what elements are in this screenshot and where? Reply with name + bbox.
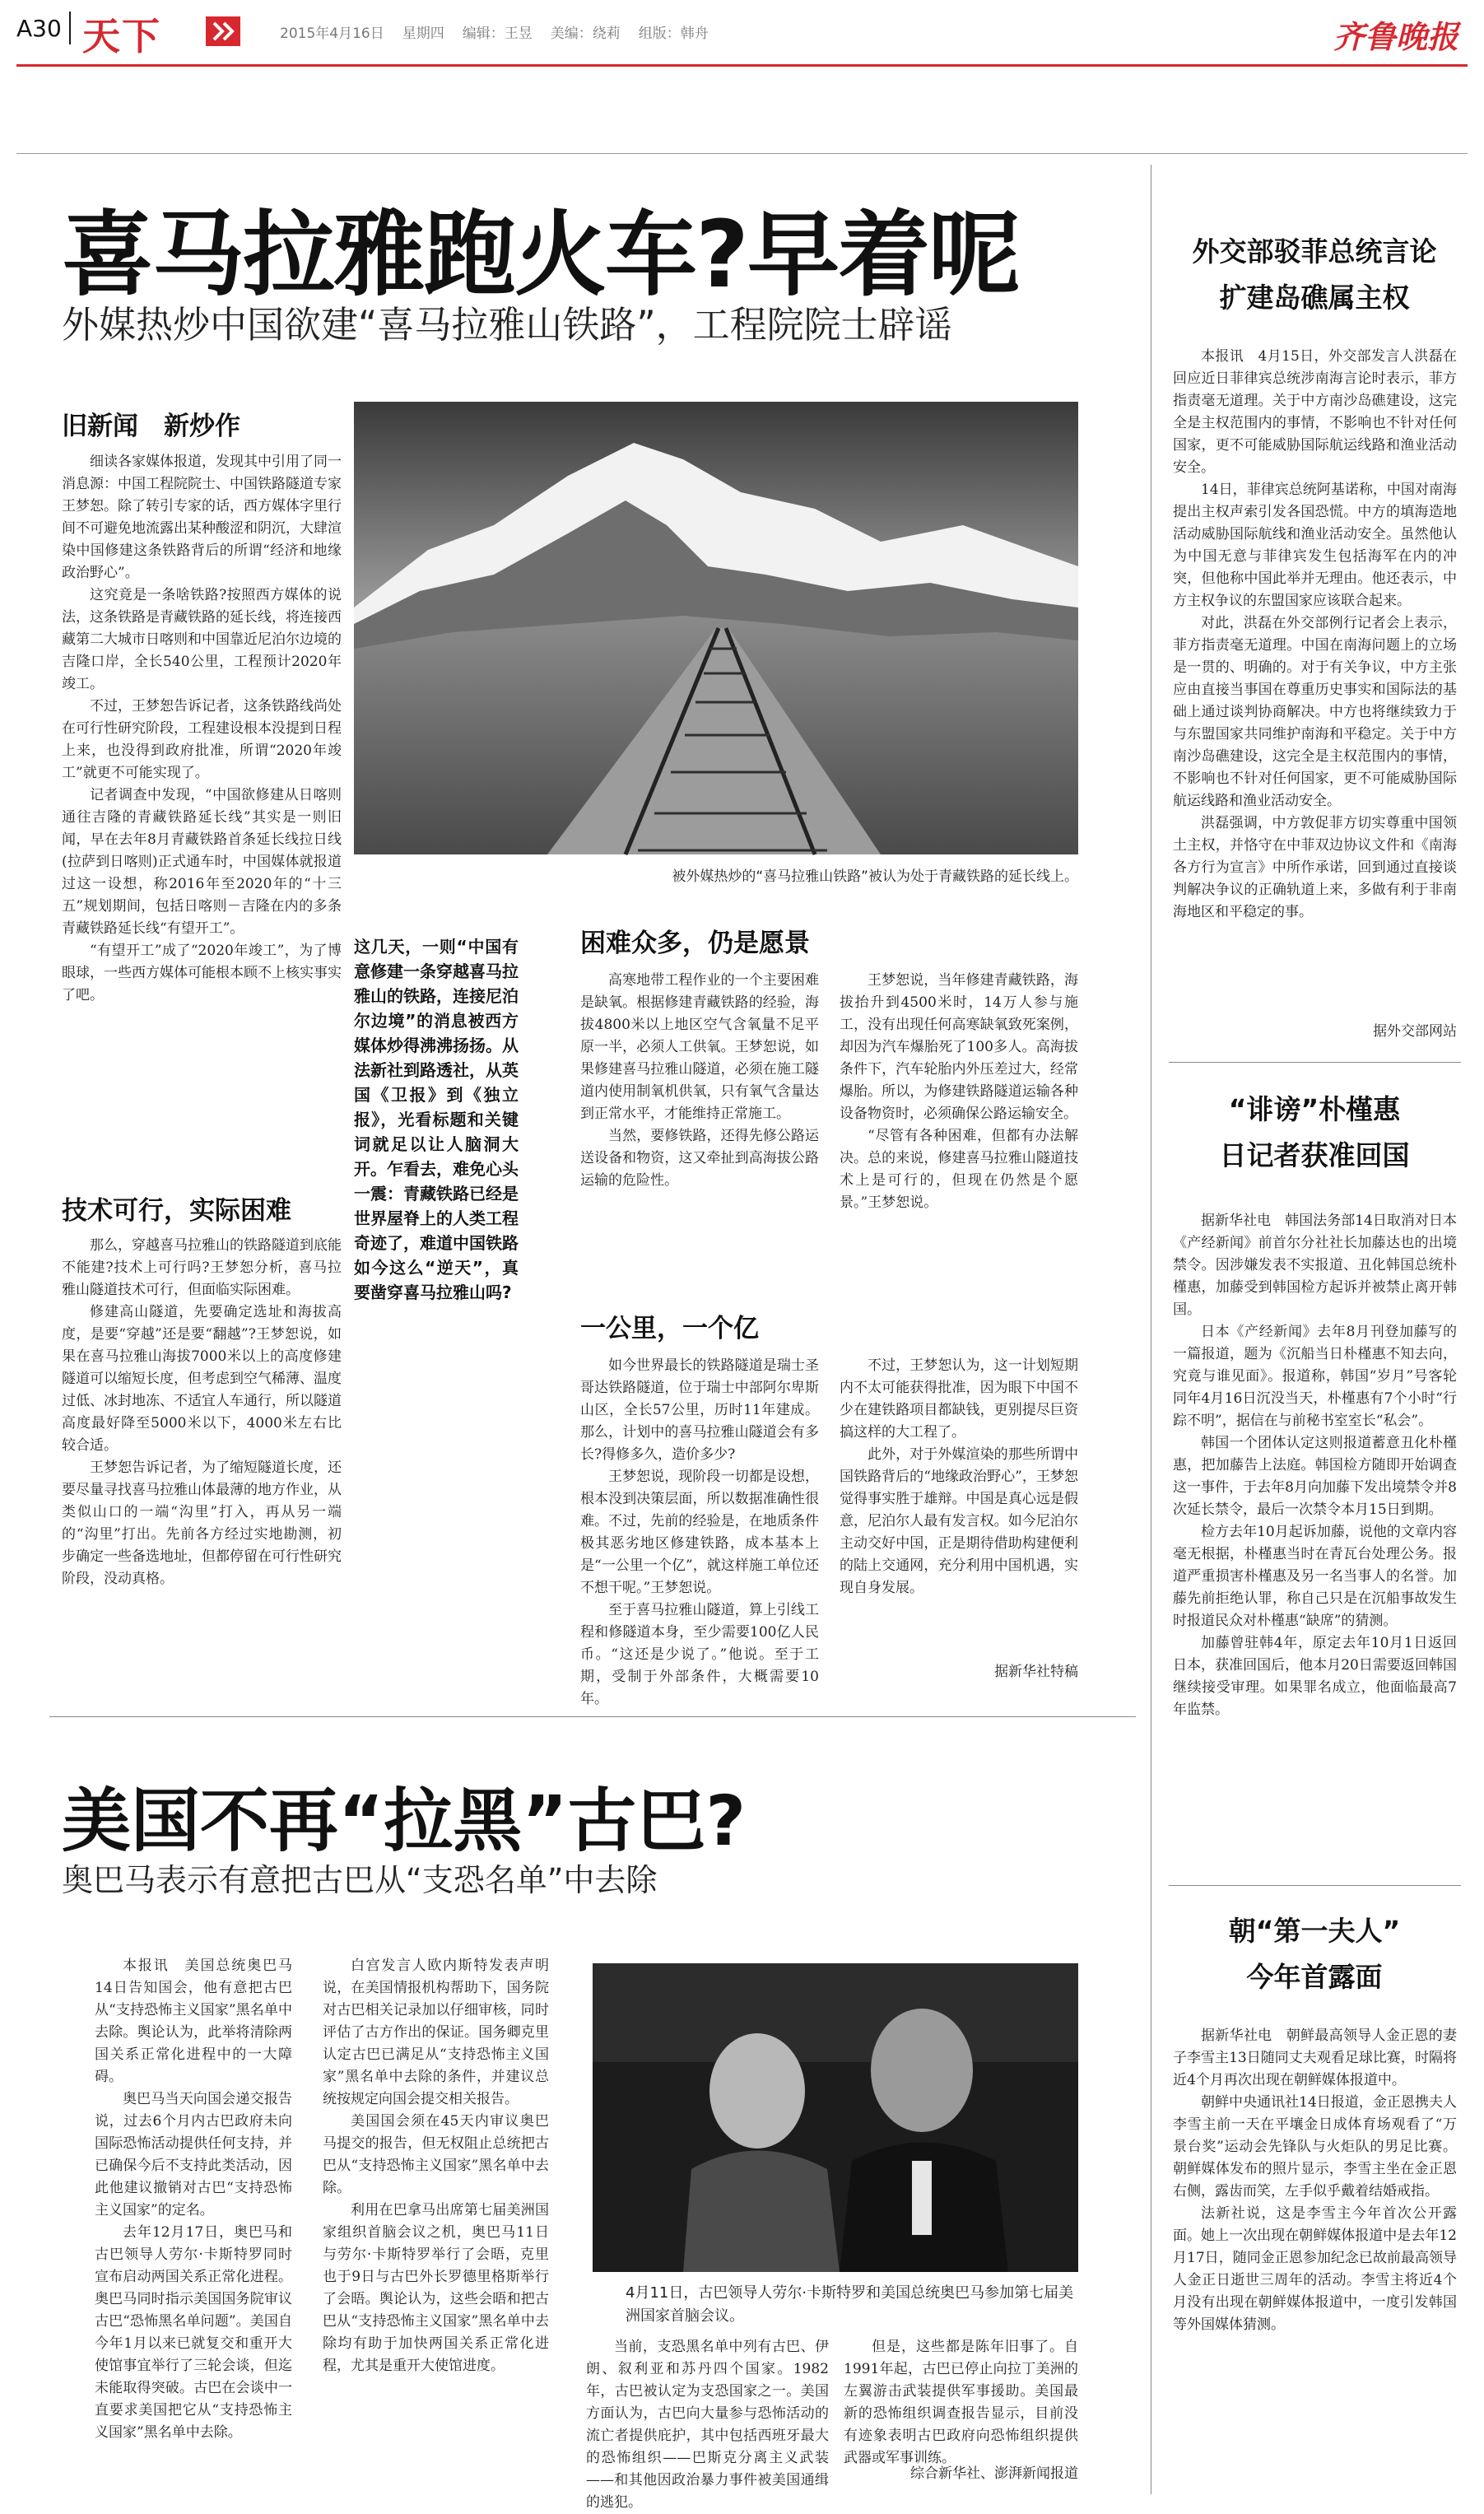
paragraph: 修建高山隧道，先要确定选址和海拔高度，是要“穿越”还是要“翻越”?王梦恕说，如果在喜马拉雅山海拔7000米以上的高度修建隧道可以缩短长度，但考虑到空气稀薄、温度过低、冰封地冻、不适宜人车通行，所以隧道高度最好降至5000米以下，4000米左右比较合适。 bbox=[62, 1304, 342, 1454]
cuba-headline: 美国不再“拉黑”古巴? bbox=[62, 1781, 747, 1861]
section-body-difficulties-col1 bbox=[580, 970, 819, 1299]
paragraph: 14日，菲律宾总统阿基诺称，中国对南海提出主权声索引发各国恐慌。中方的填海造地活动威胁国际航线和渔业活动安全。虽然他认为中国无意与菲律宾发生包括海军在内的冲突，但他称中国此举并无理由。他还表示，中方主权争议的东盟国家应该联合起来。 bbox=[1173, 482, 1457, 609]
paragraph: 这究竟是一条啥铁路?按照西方媒体的说法，这条铁路是青藏铁路的延长线，将连接西藏第二大城市日喀则和中国靠近尼泊尔边境的吉隆口岸，全长540公里，工程预计2020年竣工。 bbox=[62, 587, 342, 692]
issue-editor: 编辑：王昱 bbox=[462, 26, 533, 42]
issue-weekday: 星期四 bbox=[402, 26, 444, 42]
cuba-body-col3 bbox=[586, 2336, 829, 2511]
paragraph: 本报讯 4月15日，外交部发言人洪磊在回应近日菲律宾总统涉南海言论时表示，菲方指责毫无道理。关于中方南沙岛礁建设，这完全是主权范围内的事情，不影响也不针对任何国家，更不可能威胁国际航运线路和渔业活动安全。 bbox=[1173, 348, 1457, 476]
header-rule-thin bbox=[16, 153, 1468, 154]
cuba-subheadline: 奥巴马表示有意把古巴从“支恐名单”中去除 bbox=[62, 1862, 658, 1898]
paragraph: 日本《产经新闻》去年8月刊登加藤写的一篇报道，题为《沉船当日朴槿惠不知去向，究竟与谁见面》。报道称，韩国“岁月”号客轮同年4月16日沉没当天，朴槿惠有7个小时“行踪不明”，据信在与前秘书室室长“私会”。 bbox=[1173, 1324, 1457, 1429]
section-body-cost-col1 bbox=[580, 1355, 819, 1707]
paragraph: 据新华社电 韩国法务部14日取消对日本《产经新闻》前首尔分社社长加藤达也的出境禁令。因涉嫌发表不实报道、丑化韩国总统朴槿惠，加藤受到韩国检方起诉并被禁止离开韩国。 bbox=[1173, 1213, 1457, 1318]
section-body-tech bbox=[62, 1235, 342, 1704]
cuba-photo-leaders bbox=[593, 1963, 1078, 2272]
cuba-credit: 综合新华社、澎湃新闻报道 bbox=[910, 2465, 1078, 2482]
paragraph: 朝鲜中央通讯社14日报道，金正恩携夫人李雪主前一天在平壤金日成体育场观看了“万景台奖”运动会先锋队与火炬队的男足比赛。朝鲜媒体发布的照片显示，李雪主坐在金正恩右侧，露齿而笑，左手似乎戴着结婚戒指。 bbox=[1173, 2094, 1457, 2200]
header-divider-vertical bbox=[69, 12, 71, 44]
sidebar-story-1-body bbox=[1173, 346, 1457, 1017]
section-heading-difficulties: 困难众多，仍是愿景 bbox=[580, 929, 810, 958]
lead-subheadline: 外媒热炒中国欲建“喜马拉雅山铁路”，工程院院士辟谣 bbox=[62, 303, 952, 347]
title-line: 扩建岛礁属主权 bbox=[1219, 282, 1410, 314]
story-divider bbox=[49, 1716, 1136, 1717]
sidebar-divider-2 bbox=[1169, 1885, 1461, 1886]
paragraph: 据新华社电 朝鲜最高领导人金正恩的妻子李雪主13日随同丈夫观看足球比赛，时隔将近4个月再次出现在朝鲜媒体报道中。 bbox=[1173, 2027, 1457, 2088]
issue-date: 2015年4月16日 bbox=[280, 26, 384, 42]
page-number: A30 bbox=[16, 15, 62, 42]
title-line: 日记者获准回国 bbox=[1219, 1139, 1410, 1171]
section-name: 天下 bbox=[82, 14, 161, 58]
title-line: “诽谤”朴槿惠 bbox=[1228, 1093, 1401, 1125]
paragraph: 美国国会须在45天内审议奥巴马提交的报告，但无权阻止总统把古巴从“支持恐怖主义国家”黑名单中去除。 bbox=[323, 2113, 549, 2196]
paragraph: 王梦恕说，现阶段一切都是设想，根本没到决策层面，所以数据准确性很难。不过，先前的经验是，在地质条件极其恶劣地区修建铁路，成本基本上是“一公里一个亿”，就这样施工单位还不想干呢。”王梦恕说。 bbox=[580, 1469, 819, 1596]
sidebar-story-3-title bbox=[1162, 1908, 1467, 2000]
section-heading-cost: 一公里，一个亿 bbox=[580, 1314, 759, 1343]
title-line: 外交部驳菲总统言论 bbox=[1192, 235, 1437, 268]
header-rule bbox=[16, 64, 1468, 67]
paragraph: 法新社说，这是李雪主今年首次公开露面。她上一次出现在朝鲜媒体报道中是去年12月17日，随同金正恩参加纪念已故前最高领导人金正日逝世三周年的活动。李雪主将近4个月没有出现在朝鲜媒体报道中，一度引发韩国等外国媒体猜测。 bbox=[1173, 2205, 1457, 2333]
paragraph: 洪磊强调，中方敦促菲方切实尊重中国领土主权，并恪守在中菲双边协议文件和《南海各方行为宣言》中所作承诺，回到通过直接谈判解决争议的正确轨道上来，多做有利于非南海地区和平稳定的事。 bbox=[1173, 815, 1457, 920]
cuba-body-col2 bbox=[323, 1955, 549, 2490]
paragraph: 如今世界最长的铁路隧道是瑞士圣哥达铁路隧道，位于瑞士中部阿尔卑斯山区，全长57公里，历时11年建成。那么，计划中的喜马拉雅山隧道会有多长?得修多久，造价多少? bbox=[580, 1357, 819, 1463]
sidebar-story-1-credit: 据外交部网站 bbox=[1373, 1023, 1457, 1040]
paragraph: 王梦恕告诉记者，为了缩短隧道长度，还要尽量寻找喜马拉雅山体最薄的地方作业，从类似山口的一端“沟里”打入，再从另一端的“沟里”打出。先前各方经过实地勘测，初步确定一些备选地址，但都停留在可行性研究阶段，没动真格。 bbox=[62, 1460, 342, 1587]
paragraph: 不过，王梦恕告诉记者，这条铁路线尚处在可行性研究阶段，工程建设根本没提到日程上来，也没得到政府批准，所谓“2020年竣工”就更不可能实现了。 bbox=[62, 698, 342, 781]
paragraph: 王梦恕说，当年修建青藏铁路，海拔抬升到4500米时，14万人参与施工，没有出现任何高寒缺氧致死案例，却因为汽车爆胎死了100多人。高海拔条件下，汽车轮胎内外压差过大，经常爆胎。所以，为修建铁路隧道运输各种设备物资时，必须确保公路运输安全。 bbox=[840, 972, 1078, 1122]
paragraph: 利用在巴拿马出席第七届美洲国家组织首脑会议之机，奥巴马11日与劳尔·卡斯特罗举行了会晤，克里也于9日与古巴外长罗德里格斯举行了会晤。舆论认为，这些会晤和把古巴从“支持恐怖主义国家”黑名单中去除均有助于加快两国关系正常化进程，尤其是重开大使馆进度。 bbox=[323, 2202, 549, 2374]
cuba-photo-caption: 4月11日，古巴领导人劳尔·卡斯特罗和美国总统奥巴马参加第七届美洲国家首脑会议。 bbox=[626, 2284, 1074, 2325]
paragraph: 加藤曾驻韩4年，原定去年10月1日返回日本，获准回国后，他本月20日需要返回韩国继续接受审理。如果罪名成立，他面临最高7年监禁。 bbox=[1173, 1635, 1457, 1718]
sidebar-story-1-title bbox=[1162, 229, 1467, 321]
paragraph: 当前，支恐黑名单中列有古巴、伊朗、叙利亚和苏丹四个国家。1982年，古巴被认定为支恐国家之一。美国方面认为，古巴向大量参与恐怖活动的流亡者提供庇护，其中包括西班牙最大的恐怖组织——巴斯克分离主义武装——和其他因政治暴力事件被美国通缉的逃犯。 bbox=[586, 2339, 829, 2511]
paragraph: 那么，穿越喜马拉雅山的铁路隧道到底能不能建?技术上可行吗?王梦恕分析，喜马拉雅山隧道技术可行，但面临实际困难。 bbox=[62, 1237, 342, 1298]
masthead-logo: 齐鲁晚报 bbox=[1333, 18, 1459, 55]
paragraph: 检方去年10月起诉加藤，说他的文章内容毫无根据，朴槿惠当时在青瓦台处理公务。报道严重损害朴槿惠及另一名当事人的名誉。加藤先前拒绝认罪，称自己只是在沉船事故发生时报道民众对朴槿惠“缺席”的猜测。 bbox=[1173, 1524, 1457, 1629]
title-line: 今年首露面 bbox=[1246, 1961, 1383, 1993]
lead-intro: 这几天，一则“中国有意修建一条穿越喜马拉雅山的铁路，连接尼泊尔边境”的消息被西方媒体炒得沸沸扬扬。从法新社到路透社，从英国《卫报》到《独立报》，光看标题和关键词就足以让人脑洞大开。乍看去，难免心头一震：青藏铁路已经是世界屋脊上的人类工程奇迹了，难道中国铁路如今这么“逆天”，真要凿穿喜马拉雅山吗? bbox=[354, 937, 519, 1302]
cuba-body-col1 bbox=[95, 1955, 292, 2490]
section-heading-old-news: 旧新闻 新炒作 bbox=[62, 412, 240, 441]
paragraph: 白宫发言人欧内斯特发表声明说，在美国情报机构帮助下，国务院对古巴相关记录加以仔细审核，同时评估了古方作出的保证。国务卿克里认定古巴已满足从“支持恐怖主义国家”黑名单中去除的条件，并建议总统按规定向国会提交相关报告。 bbox=[323, 1958, 549, 2107]
lead-credit: 据新华社特稿 bbox=[994, 1664, 1078, 1680]
paragraph: 韩国一个团体认定这则报道蓄意丑化朴槿惠，把加藤告上法庭。韩国检方随即开始调查这一事件，于去年8月向加藤下发出境禁令并8次延长禁令，最后一次禁令本月15日到期。 bbox=[1173, 1435, 1457, 1518]
paragraph: 但是，这些都是陈年旧事了。自1991年起，古巴已停止向拉丁美洲的左翼游击武装提供军事援助。美国最新的恐怖组织调查报告显示，目前没有迹象表明古巴政府向恐怖组织提供武器或军事训练。 bbox=[844, 2339, 1078, 2466]
paragraph: 奥巴马当天向国会递交报告说，过去6个月内古巴政府未向国际恐怖活动提供任何支持，并已确保今后不支持此类活动，因此他建议撤销对古巴“支持恐怖主义国家”的定名。 bbox=[95, 2091, 292, 2218]
paragraph: 细读各家媒体报道，发现其中引用了同一消息源：中国工程院院士、中国铁路隧道专家王梦恕。除了转引专家的话，西方媒体字里行间不可避免地流露出某种酸涩和阴沉，大肆渲染中国修建这条铁路背后的所谓“经济和地缘政治野心”。 bbox=[62, 454, 342, 581]
issue-layout: 组版：韩舟 bbox=[638, 26, 709, 42]
paragraph: 不过，王梦恕认为，这一计划短期内不太可能获得批准，因为眼下中国不少在建铁路项目都缺钱，更别提尽巨资搞这样的大工程了。 bbox=[840, 1357, 1078, 1441]
paragraph: 至于喜马拉雅山隧道，算上引线工程和修隧道本身，至少需要100亿人民币。“这还是少说了。”他说。至于工期，受制于外部条件，大概需要10年。 bbox=[580, 1602, 819, 1707]
paragraph: 当然，要修铁路，还得先修公路运送设备和物资，这又牵扯到高海拔公路运输的危险性。 bbox=[580, 1128, 819, 1189]
lead-photo-caption: 被外媒热炒的“喜马拉雅山铁路”被认为处于青藏铁路的延长线上。 bbox=[672, 868, 1078, 885]
paragraph: “有望开工”成了“2020年竣工”，为了博眼球，一些西方媒体可能根本顾不上核实事实了吧。 bbox=[62, 943, 342, 1003]
sidebar-story-2-body bbox=[1173, 1210, 1457, 1918]
section-body-cost-col2 bbox=[840, 1355, 1078, 1655]
paragraph: 本报讯 美国总统奥巴马14日告知国会，他有意把古巴从“支持恐怖主义国家”黑名单中去除。舆论认为，此举将清除两国关系正常化进程中的一大障碍。 bbox=[95, 1958, 292, 2085]
paragraph: 此外，对于外媒渲染的那些所谓中国铁路背后的“地缘政治野心”，王梦恕觉得事实胜于雄辩。中国是真心远是假意，尼泊尔人最有发言权。如今尼泊尔主动交好中国，正是期待借助构建便利的陆上交通网，充分利用中国机遇，实现自身发展。 bbox=[840, 1446, 1078, 1596]
title-line: 朝“第一夫人” bbox=[1228, 1915, 1401, 1947]
cuba-body-col4 bbox=[844, 2336, 1078, 2466]
paragraph: 记者调查中发现，“中国欲修建从日喀则通往吉隆的青藏铁路延长线”其实是一则旧闻，早在去年8月青藏铁路首条延长线拉日线(拉萨到日喀则)正式通车时，中国媒体就报道过这一设想，称2016年至2020年的“十三五”规划期间，包括日喀则－吉隆在内的多条青藏铁路延长线“有望开工”。 bbox=[62, 787, 342, 937]
issue-designer: 美编：绕莉 bbox=[550, 26, 621, 42]
paragraph: 对此，洪磊在外交部例行记者会上表示，菲方指责毫无道理。中国在南海问题上的立场是一贯的、明确的。对于有关争议，中方主张应由直接当事国在尊重历史事实和国际法的基础上通过谈判协商解决。中方也将继续致力于与东盟国家共同维护南海和平稳定。关于中方南沙岛礁建设，这完全是主权范围内的事情，不影响也不针对任何国家，更不可能威胁国际航运线路和渔业活动安全。 bbox=[1173, 615, 1457, 809]
lead-headline: 喜马拉雅跑火车?早着呢 bbox=[62, 202, 1019, 309]
paragraph: 去年12月17日，奥巴马和古巴领导人劳尔·卡斯特罗同时宣布启动两国关系正常化进程。奥巴马同时指示美国国务院审议古巴“恐怖黑名单问题”。美国自今年1月以来已就复交和重开大使馆事宜举行了三轮会谈，但迄未能取得突破。古巴在会谈中一直要求美国把它从“支持恐怖主义国家”黑名单中去除。 bbox=[95, 2224, 292, 2441]
sidebar-divider-1 bbox=[1169, 1062, 1461, 1063]
section-heading-tech: 技术可行，实际困难 bbox=[62, 1196, 291, 1226]
section-body-old-news bbox=[62, 451, 342, 1177]
double-chevron-right-icon bbox=[206, 16, 240, 46]
paragraph: 高寒地带工程作业的一个主要困难是缺氧。根据修建青藏铁路的经验，海拔4800米以上地区空气含氧量不足平原一半，必须人工供氧。王梦恕说，如果修建喜马拉雅山隧道，必须在施工隧道内使用制氧机供氧，只有氧气含量达到正常水平，才能维持正常施工。 bbox=[580, 972, 819, 1122]
section-body-difficulties-col2 bbox=[840, 970, 1078, 1299]
sidebar-story-2-title bbox=[1162, 1087, 1467, 1179]
issue-meta bbox=[280, 21, 709, 42]
lead-photo-railway bbox=[354, 402, 1078, 854]
sidebar-story-3-body bbox=[1173, 2025, 1457, 2494]
paragraph: “尽管有各种困难，但都有办法解决。总的来说，修建喜马拉雅山隧道技术上是可行的，但现在仍然是个愿景。”王梦恕说。 bbox=[840, 1128, 1078, 1211]
